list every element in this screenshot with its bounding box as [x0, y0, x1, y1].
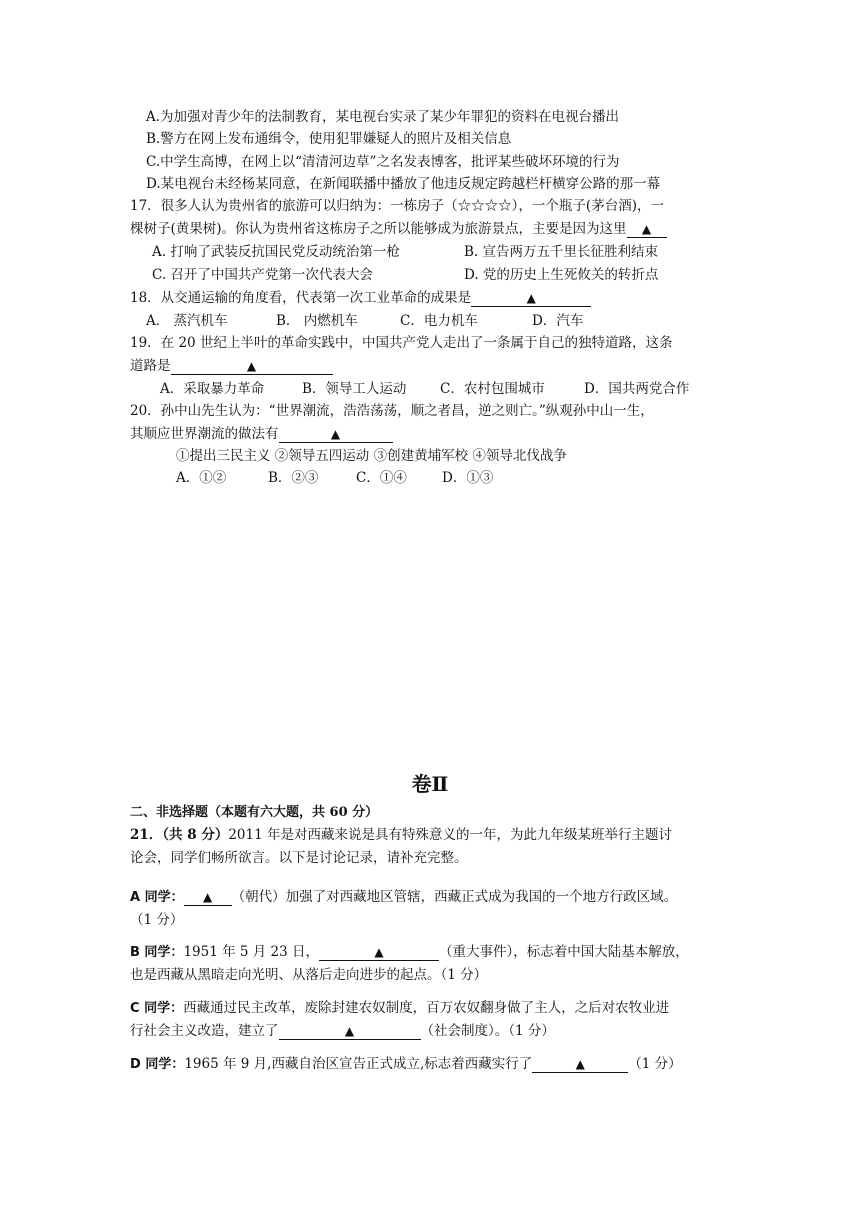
student-b-label: B 同学：	[130, 945, 184, 960]
q17-option-a: A. 打响了武装反抗国民党反动统治第一枪	[152, 244, 400, 260]
triangle-icon: ▲	[344, 1024, 355, 1038]
q20-stem-line1: 20．孙中山先生认为：“世界潮流，浩浩荡荡，顺之者昌，逆之则亡。”纵观孙中山一生，	[130, 403, 654, 419]
student-a-line2: （1 分）	[130, 912, 184, 928]
q16-option-c: C.中学生高博，在网上以“清清河边草”之名发表博客，批评某些破坏环境的行为	[146, 154, 620, 170]
student-b-answer-blank[interactable]	[319, 944, 439, 961]
q20-answer-blank[interactable]	[279, 426, 393, 443]
student-a-label: A 同学：	[130, 890, 184, 905]
student-c-line2: 行社会主义改造，建立了 ▲ （社会制度）。（1 分）	[130, 1023, 555, 1039]
q17-option-d: D. 党的历史上生死攸关的转折点	[464, 267, 659, 283]
q21-number: 21．（共 8 分）	[130, 827, 229, 843]
student-c-answer-blank[interactable]	[279, 1023, 421, 1040]
triangle-icon: ▲	[246, 359, 257, 373]
q20-option-d: D．①③	[442, 470, 494, 486]
q18-answer-blank[interactable]	[471, 290, 591, 307]
student-b-line2: 也是西藏从黑暗走向光明、从落后走向进步的起点。（1 分）	[130, 967, 488, 983]
q19-option-a: A．采取暴力革命	[160, 381, 265, 397]
triangle-icon: ▲	[526, 291, 536, 305]
part2-heading: 二、非选择题（本题有六大题，共 60 分）	[130, 805, 379, 820]
triangle-icon: ▲	[330, 427, 341, 441]
q19-stem-line2: 道路是 ▲	[130, 356, 333, 376]
q16-option-d: D.某电视台未经杨某同意，在新闻联播中播放了他违反规定跨越栏杆横穿公路的那一幕	[146, 176, 661, 192]
q21-stem-line2: 论会，同学们畅所欲言。以下是讨论记录，请补充完整。	[130, 850, 468, 866]
q18-option-b: B． 内燃机车	[276, 313, 358, 329]
section-title: 卷Ⅱ	[411, 772, 449, 796]
student-d-answer-blank[interactable]	[532, 1056, 628, 1073]
student-c-label: C 同学：	[130, 1001, 184, 1016]
triangle-icon: ▲	[202, 890, 213, 904]
q19-stem-line1: 19．在 20 世纪上半叶的革命实践中，中国共产党人走出了一条属于自己的独特道路，这条	[130, 335, 673, 351]
q17-stem-line1: 17．很多人认为贵州省的旅游可以归纳为：一栋房子（☆☆☆☆），一个瓶子(茅台酒)，一	[130, 198, 664, 214]
q21-stem-line1: 21．（共 8 分）2011 年是对西藏来说是具有特殊意义的一年，为此九年级某班举行主题讨	[130, 827, 672, 843]
student-a-line1: A 同学： ▲ （朝代）加强了对西藏地区管辖，西藏正式成为我国的一个地方行政区域。	[130, 889, 678, 905]
q17-stem-line2: 棵树子(黄果树)。你认为贵州省这栋房子之所以能够成为旅游景点，主要是因为这里 ▲	[130, 219, 667, 239]
q20-option-b: B．②③	[268, 470, 319, 486]
triangle-icon: ▲	[374, 945, 384, 959]
q19-option-d: D．国共两党合作	[584, 381, 690, 397]
q19-option-c: C．农村包围城市	[440, 381, 545, 397]
q19-option-b: B．领导工人运动	[302, 381, 407, 397]
q17-option-c: C. 召开了中国共产党第一次代表大会	[152, 267, 373, 283]
q17-option-b: B. 宣告两万五千里长征胜利结束	[464, 244, 659, 260]
q18-stem: 18．从交通运输的角度看，代表第一次工业革命的成果是 ▲	[130, 288, 591, 308]
q20-stem-line2: 其顺应世界潮流的做法有 ▲	[130, 424, 393, 444]
q17-answer-blank[interactable]	[627, 221, 667, 238]
q18-option-c: C．电力机车	[400, 313, 478, 329]
q16-option-b: B.警方在网上发布通缉令，使用犯罪嫌疑人的照片及相关信息	[146, 131, 512, 147]
student-c-line1: C 同学：西藏通过民主改革，废除封建农奴制度，百万农奴翻身做了主人，之后对农牧业进	[130, 1000, 670, 1016]
q20-option-a: A．①②	[176, 470, 227, 486]
triangle-icon: ▲	[641, 222, 652, 236]
triangle-icon: ▲	[575, 1057, 585, 1071]
student-d-line1: D 同学：1965 年 9 月,西藏自治区宣告正式成立,标志着西藏实行了 ▲ （1 分）	[130, 1056, 682, 1072]
q16-option-a: A.为加强对青少年的法制教育，某电视台实录了某少年罪犯的资料在电视台播出	[146, 109, 620, 125]
q20-option-c: C．①④	[356, 470, 407, 486]
student-d-label: D 同学：	[130, 1057, 185, 1072]
student-b-line1: B 同学：1951 年 5 月 23 日， ▲ （重大事件），标志着中国大陆基本解放，	[130, 944, 689, 960]
student-a-answer-blank[interactable]	[184, 889, 232, 906]
q18-option-d: D．汽车	[532, 313, 584, 329]
q19-answer-blank[interactable]	[171, 358, 333, 375]
q20-items: ①提出三民主义 ②领导五四运动 ③创建黄埔军校 ④领导北伐战争	[176, 448, 567, 464]
q18-option-a: A． 蒸汽机车	[146, 313, 228, 329]
